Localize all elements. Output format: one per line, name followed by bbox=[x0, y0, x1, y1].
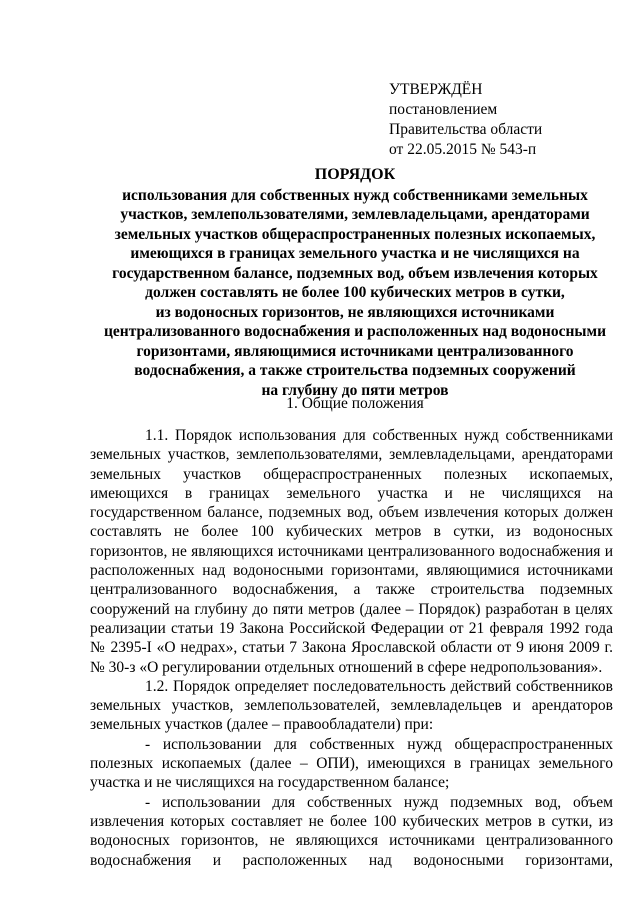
approval-authority: Правительства области bbox=[389, 121, 543, 138]
title-line: использования для собственных нужд собственниками земельных bbox=[122, 186, 588, 204]
title-line: на глубину до пяти метров bbox=[261, 381, 449, 399]
approval-label: УТВЕРЖДЁН bbox=[389, 81, 483, 98]
title-line: из водоносных горизонтов, не являющихся источниками bbox=[155, 303, 555, 321]
title-line: должен составлять не более 100 кубических метров в сутки, bbox=[145, 284, 565, 301]
list-item-opi: - использовании для собственных нужд общераспространенных полезных ископаемых (далее – ОПИ), имеющихся в границах земельного участка и не числящихся на государственном балансе; bbox=[90, 735, 613, 792]
title-line: централизованного водоснабжения и расположенных над водоносными bbox=[103, 323, 607, 340]
paragraph-1-2: 1.2. Порядок определяет последовательность действий собственников земельных участков, землепользователей, землевладельцев и арендаторов земельных участков (далее – правообладатели) при: bbox=[90, 677, 613, 734]
title-heading: ПОРЯДОК bbox=[314, 166, 396, 183]
title-line: имеющихся в границах земельного участка и не числящихся на bbox=[130, 245, 580, 262]
section-heading: 1. Общие положения bbox=[286, 395, 424, 412]
approval-resolution: постановлением bbox=[389, 101, 498, 118]
title-line: земельных участков общераспространенных полезных ископаемых, bbox=[114, 225, 596, 243]
title-line: участков, землепользователями, землевладельцами, арендаторами bbox=[120, 206, 590, 223]
list-item-groundwater: - использовании для собственных нужд подземных вод, объем извлечения которых составляет не более 100 кубических метров в сутки, из водоносных горизонтов, не являющихся источниками централизованного водоснабжения и расположенных над водоносными горизонтами, bbox=[90, 793, 613, 869]
approval-date-number: от 22.05.2015 № 543-п bbox=[389, 141, 537, 158]
title-line: горизонтами, являющимися источниками централизованного bbox=[136, 342, 574, 360]
title-line: государственном балансе, подземных вод, объем извлечения которых bbox=[112, 264, 598, 282]
approval-stamp bbox=[389, 80, 542, 160]
paragraph-1-1: 1.1. Порядок использования для собственных нужд собственниками земельных участков, землепользователями, землевладельцами, арендаторами земельных участков общераспространенных полезных ископаемых, имеющихся в границах земельного участка и не числящихся на государственном балансе, подземных вод, объем извлечения которых должен составлять не более 100 кубических метров в сутки, из водоносных горизонтов, не являющихся источниками централизованного водоснабжения и расположенных над водоносными горизонтами, являющимися источниками централизованного водоснабжения, а также строительства подземных сооружений на глубину до пяти метров (далее – Порядок) разработан в целях реализации статьи 19 Закона Российской Федерации от 21 февраля 1992 года № 2395-I «О недрах», статьи 7 Закона Ярославской области от 9 июня 2009 г. № 30-з «О регулировании отдельных отношений в сфере недропользования». bbox=[90, 427, 613, 676]
document-title bbox=[90, 165, 620, 400]
title-line: водоснабжения, а также строительства подземных сооружений bbox=[134, 362, 576, 379]
document-body bbox=[90, 426, 613, 870]
